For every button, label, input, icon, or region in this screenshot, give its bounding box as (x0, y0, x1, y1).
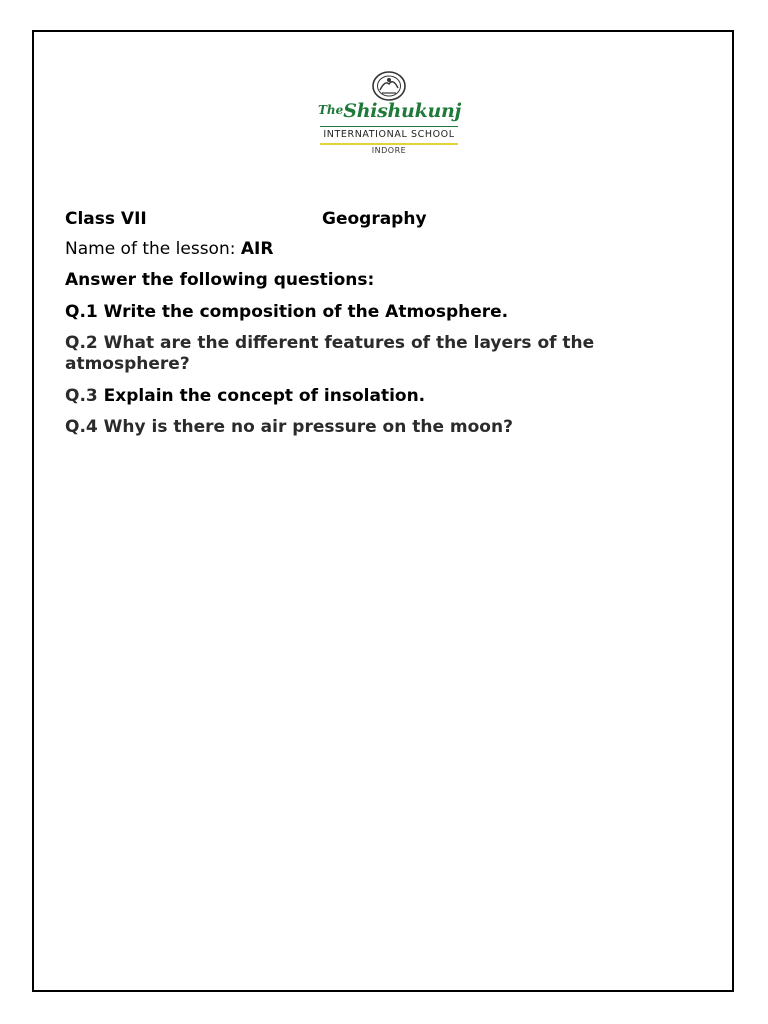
school-name (318, 100, 460, 126)
lesson-label: Name of the lesson: (65, 239, 241, 259)
question-2 (65, 333, 665, 375)
school-city: INDORE (371, 146, 407, 155)
question-3 (65, 386, 425, 407)
instructions: Answer the following questions: (65, 270, 375, 290)
lesson-name: AIR (240, 239, 274, 259)
question-number: Q.3 (65, 386, 98, 406)
question-text: Write the composition of the Atmosphere. (103, 302, 509, 322)
school-name-prefix: The (318, 103, 344, 117)
page-border (32, 30, 734, 992)
question-4 (65, 417, 513, 438)
logo-divider-yellow (320, 143, 458, 145)
question-text: Why is there no air pressure on the moon? (103, 417, 513, 437)
question-text: Explain the concept of insolation. (103, 386, 426, 406)
question-number: Q.4 (65, 417, 98, 437)
question-1 (65, 302, 508, 323)
school-logo (318, 70, 460, 158)
lesson-line (65, 239, 273, 260)
logo-divider-green (320, 126, 458, 127)
question-number: Q.1 (65, 302, 98, 322)
subject-label: Geography (322, 209, 427, 229)
question-number: Q.2 (65, 333, 98, 353)
school-subtitle: INTERNATIONAL SCHOOL (323, 129, 455, 140)
question-text: What are the different features of the layers of the atmosphere? (65, 333, 595, 374)
school-name-main: Shishukunj (343, 100, 462, 122)
class-label: Class VII (65, 209, 147, 229)
school-emblem-icon (370, 70, 408, 102)
